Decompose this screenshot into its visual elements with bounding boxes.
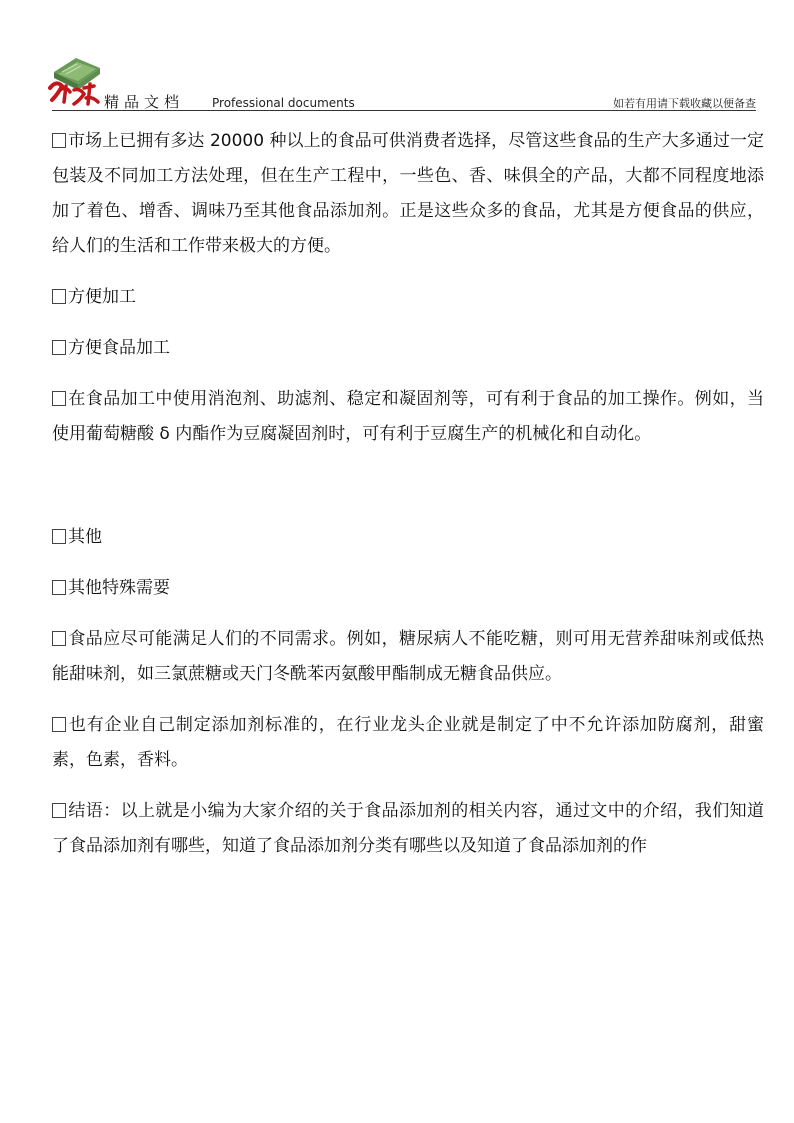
bullet-box-icon [52,289,66,304]
paragraph [52,794,764,864]
paragraph-text: 其他 [68,527,102,547]
paragraph [52,382,764,452]
paragraph [52,520,764,555]
header-note: 如若有用请下载收藏以便备查 [613,97,756,110]
bullet-box-icon [52,529,66,544]
page-header [0,0,794,112]
bullet-box-icon [52,340,66,355]
paragraph [52,331,764,366]
paragraph-text: 也有企业自己制定添加剂标准的，在行业龙头企业就是制定了中不允许添加防腐剂，甜蜜素，色素，香料。 [52,715,764,770]
paragraph-text: 方便食品加工 [68,338,170,358]
paragraph-text: 其他特殊需要 [68,578,170,598]
brand-subtitle: Professional documents [212,96,355,110]
paragraph-text: 在食品加工中使用消泡剂、助滤剂、稳定和凝固剂等，可有利于食品的加工操作。例如，当使用葡萄糖酸 δ 内酯作为豆腐凝固剂时，可有利于豆腐生产的机械化和自动化。 [52,389,764,444]
book-logo-icon [46,50,102,108]
paragraph [52,124,764,264]
bullet-box-icon [52,580,66,595]
header-divider [52,110,756,111]
paragraph [52,280,764,315]
paragraph-text: 市场上已拥有多达 20000 种以上的食品可供消费者选择，尽管这些食品的生产大多通过一定包装及不同加工方法处理，但在生产工程中，一些色、香、味俱全的产品，大都不同程度地添加了着色、增香、调味乃至其他食品添加剂。正是这些众多的食品，尤其是方便食品的供应，给人们的生活和工作带来极大的方便。 [52,131,764,256]
paragraph-text: 结语：以上就是小编为大家介绍的关于食品添加剂的相关内容，通过文中的介绍，我们知道了食品添加剂有哪些，知道了食品添加剂分类有哪些以及知道了食品添加剂的作 [52,801,764,856]
brand-title: 精品文档 [104,93,185,111]
paragraph [52,571,764,606]
bullet-box-icon [52,133,66,148]
paragraph [52,708,764,778]
bullet-box-icon [52,803,66,818]
document-body [52,124,764,880]
bullet-box-icon [52,717,66,732]
bullet-box-icon [52,391,66,406]
paragraph [52,622,764,692]
bullet-box-icon [52,631,66,646]
paragraph-text: 方便加工 [68,287,136,307]
paragraph-text: 食品应尽可能满足人们的不同需求。例如，糖尿病人不能吃糖，则可用无营养甜味剂或低热能甜味剂，如三氯蔗糖或天门冬酰苯丙氨酸甲酯制成无糖食品供应。 [52,629,764,684]
